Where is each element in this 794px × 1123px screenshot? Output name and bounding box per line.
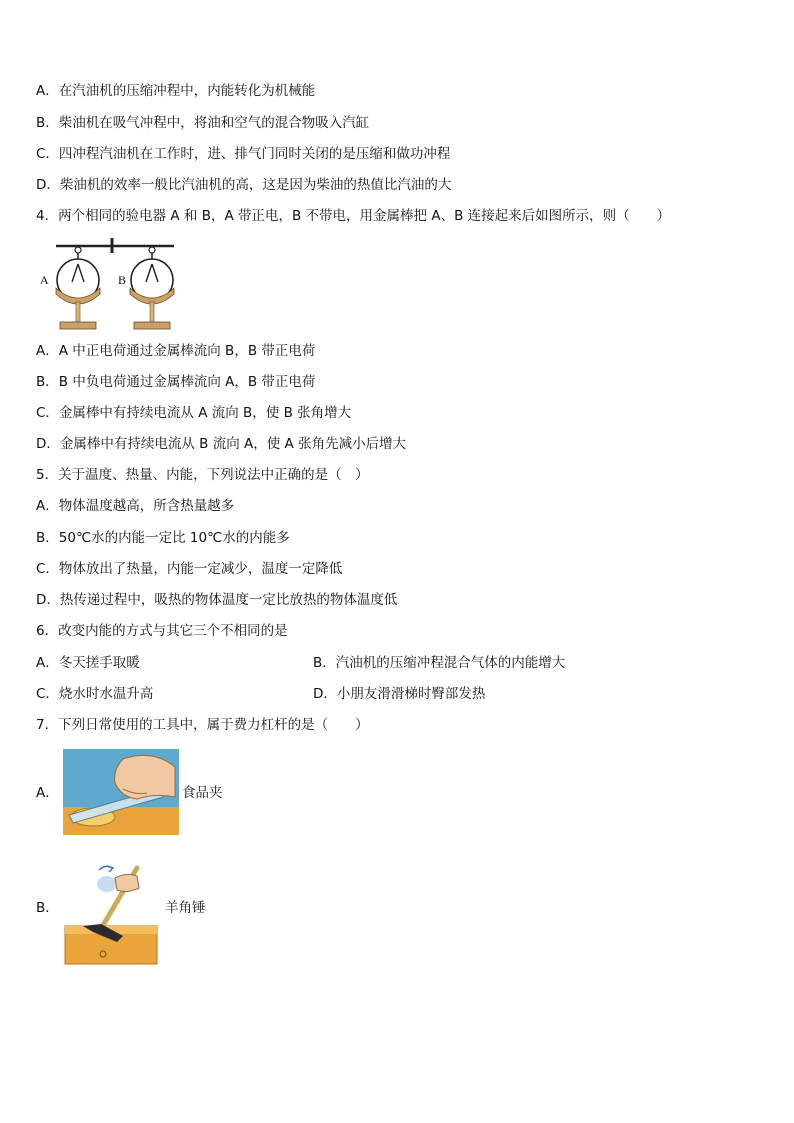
q7-option-b-caption: 羊角锤: [165, 900, 206, 916]
electroscope-diagram: [36, 236, 186, 334]
electroscope-label-b: B: [118, 273, 127, 287]
q6-option-b: B．汽油机的压缩冲程混合气体的内能增大: [313, 655, 566, 671]
q7-option-a-caption: 食品夹: [182, 785, 223, 801]
q4-stem: 4．两个相同的验电器 A 和 B，A 带正电，B 不带电，用金属棒把 A、B 连接起来后如图所示，则（ ）: [36, 208, 671, 224]
q6-option-d: D．小朋友滑滑梯时臀部发热: [313, 686, 486, 702]
q5-option-d: D．热传递过程中，吸热的物体温度一定比放热的物体温度低: [36, 592, 398, 608]
q5-option-c: C．物体放出了热量，内能一定减少，温度一定降低: [36, 561, 343, 577]
q3-option-d: D．柴油机的效率一般比汽油机的高，这是因为柴油的热值比汽油的大: [36, 177, 452, 193]
q7-stem: 7．下列日常使用的工具中，属于费力杠杆的是（ ）: [36, 717, 369, 733]
q5-option-a: A．物体温度越高，所含热量越多: [36, 498, 235, 514]
q7-option-b-letter: B．: [36, 900, 59, 916]
q6-option-c: C．烧水时水温升高: [36, 686, 154, 702]
electroscope-figure: [36, 236, 186, 334]
q4-option-b: B．B 中负电荷通过金属棒流向 A，B 带正电荷: [36, 374, 316, 390]
q4-option-c: C．金属棒中有持续电流从 A 流向 B，使 B 张角增大: [36, 405, 352, 421]
q6-option-a: A．冬天搓手取暖: [36, 655, 140, 671]
claw-hammer-image: [63, 860, 159, 966]
q3-option-c: C．四冲程汽油机在工作时，进、排气门同时关闭的是压缩和做功冲程: [36, 146, 451, 162]
q5-option-b: B．50℃水的内能一定比 10℃水的内能多: [36, 530, 290, 546]
q7-option-a-letter: A．: [36, 785, 59, 801]
claw-hammer-icon: [63, 860, 159, 966]
q4-option-a: A．A 中正电荷通过金属棒流向 B，B 带正电荷: [36, 343, 316, 359]
q5-stem: 5．关于温度、热量、内能，下列说法中正确的是（ ）: [36, 467, 369, 483]
q6-stem: 6．改变内能的方式与其它三个不相同的是: [36, 623, 288, 639]
electroscope-label-a: A: [40, 273, 49, 287]
food-tongs-image: [63, 749, 179, 835]
q3-option-a: A．在汽油机的压缩冲程中，内能转化为机械能: [36, 83, 316, 99]
q3-option-b: B．柴油机在吸气冲程中，将油和空气的混合物吸入汽缸: [36, 115, 370, 131]
food-tongs-icon: [63, 749, 179, 835]
q4-option-d: D．金属棒中有持续电流从 B 流向 A，使 A 张角先减小后增大: [36, 436, 407, 452]
